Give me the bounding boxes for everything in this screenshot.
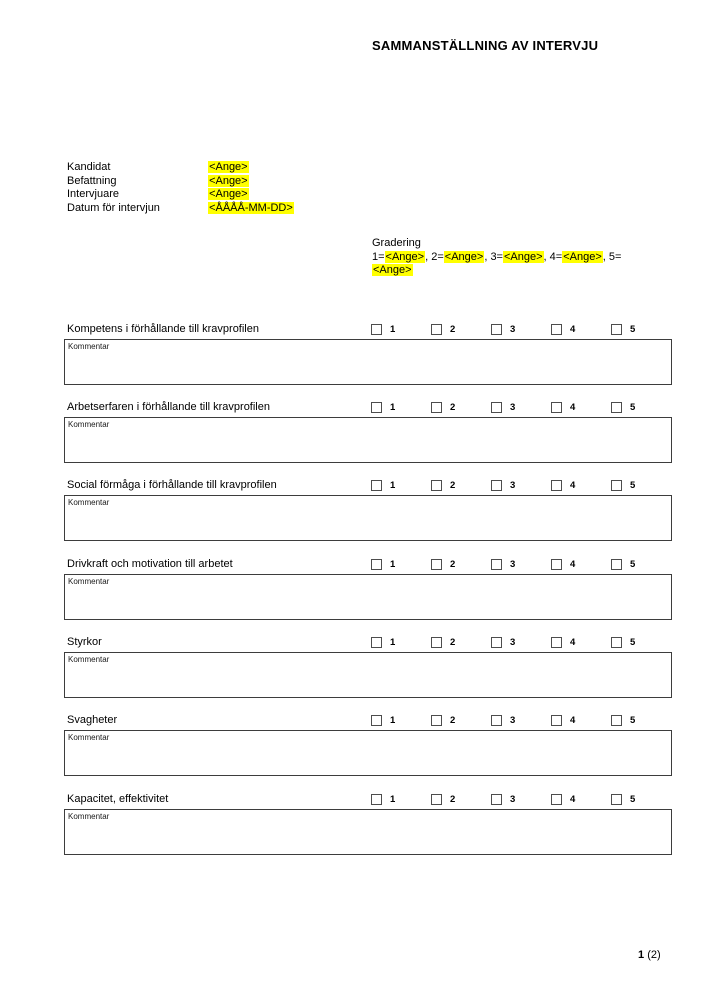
document-title: SAMMANSTÄLLNING AV INTERVJU <box>372 38 599 53</box>
rating-option <box>431 636 455 649</box>
info-row <box>67 188 294 202</box>
rating-checkbox[interactable] <box>431 559 442 570</box>
question-row <box>0 714 707 776</box>
grading-heading: Gradering <box>372 237 421 249</box>
comment-label: Kommentar <box>68 577 110 586</box>
rating-checkbox[interactable] <box>551 637 562 648</box>
grading-scale-separator: , <box>484 250 491 263</box>
grading-scale-separator: , <box>602 250 609 263</box>
rating-checkbox[interactable] <box>491 715 502 726</box>
rating-number: 4 <box>570 715 576 726</box>
grading-scale-separator: , <box>425 250 432 263</box>
rating-checkbox[interactable] <box>371 559 382 570</box>
comment-box[interactable] <box>64 574 672 620</box>
rating-option <box>491 714 515 727</box>
info-label: Kandidat <box>67 161 111 173</box>
rating-number: 5 <box>630 794 636 805</box>
rating-option <box>611 558 635 571</box>
rating-option <box>611 479 635 492</box>
rating-number: 4 <box>570 324 576 335</box>
question-label: Social förmåga i förhållande till kravprofilen <box>67 479 277 491</box>
question-label: Svagheter <box>67 714 118 726</box>
info-value-placeholder[interactable]: <ÅÅÅÅ-MM-DD> <box>209 201 293 214</box>
grading-value-placeholder[interactable]: <Ange> <box>373 264 412 276</box>
rating-option <box>551 401 575 414</box>
rating-checkbox[interactable] <box>371 480 382 491</box>
grading-scale-prefix: 3= <box>490 250 503 263</box>
question-row <box>0 323 707 385</box>
grading-scale-prefix: 2= <box>431 250 444 263</box>
comment-box[interactable] <box>64 339 672 385</box>
comment-box[interactable] <box>64 730 672 776</box>
rating-option <box>551 479 575 492</box>
question-label: Kompetens i förhållande till kravprofilen <box>67 323 259 335</box>
question-label: Styrkor <box>67 636 102 648</box>
grading-scale-prefix: 5= <box>608 250 622 263</box>
rating-number: 2 <box>450 637 456 648</box>
comment-label: Kommentar <box>68 498 110 507</box>
rating-checkbox[interactable] <box>371 402 382 413</box>
rating-checkbox[interactable] <box>491 794 502 805</box>
rating-number: 4 <box>570 637 576 648</box>
rating-number: 2 <box>450 715 456 726</box>
rating-number: 5 <box>630 324 636 335</box>
grading-scale-text <box>372 251 664 278</box>
rating-checkbox[interactable] <box>431 794 442 805</box>
rating-checkbox[interactable] <box>431 480 442 491</box>
info-label: Intervjuare <box>67 188 119 200</box>
rating-option <box>431 714 455 727</box>
rating-option <box>611 636 635 649</box>
rating-checkbox[interactable] <box>611 715 622 726</box>
question-row <box>0 401 707 463</box>
rating-number: 1 <box>390 480 396 491</box>
rating-number: 4 <box>570 559 576 570</box>
rating-option <box>611 401 635 414</box>
rating-checkbox[interactable] <box>491 324 502 335</box>
rating-option <box>491 479 515 492</box>
rating-number: 1 <box>390 637 396 648</box>
question-label: Kapacitet, effektivitet <box>67 793 169 805</box>
info-value-placeholder[interactable]: <Ange> <box>209 161 248 173</box>
rating-number: 3 <box>510 794 516 805</box>
comment-label: Kommentar <box>68 342 110 351</box>
rating-option <box>371 558 395 571</box>
rating-checkbox[interactable] <box>551 324 562 335</box>
comment-label: Kommentar <box>68 420 110 429</box>
rating-checkbox[interactable] <box>551 480 562 491</box>
rating-number: 4 <box>570 480 576 491</box>
rating-checkbox[interactable] <box>611 324 622 335</box>
rating-option <box>371 793 395 806</box>
rating-number: 3 <box>510 559 516 570</box>
rating-checkbox[interactable] <box>611 794 622 805</box>
info-row <box>67 202 294 216</box>
grading-scale-prefix: 1= <box>372 250 385 263</box>
rating-number: 1 <box>390 559 396 570</box>
rating-number: 4 <box>570 402 576 413</box>
rating-option <box>611 793 635 806</box>
rating-option <box>431 558 455 571</box>
info-value-placeholder[interactable]: <Ange> <box>209 188 248 200</box>
rating-option <box>491 323 515 336</box>
rating-option <box>551 558 575 571</box>
rating-number: 2 <box>450 559 456 570</box>
rating-number: 2 <box>450 324 456 335</box>
page-number <box>638 949 661 961</box>
rating-number: 1 <box>390 402 396 413</box>
question-row <box>0 479 707 541</box>
comment-box[interactable] <box>64 809 672 855</box>
rating-option <box>491 401 515 414</box>
rating-option <box>611 323 635 336</box>
page-number-current: 1 <box>638 949 645 961</box>
rating-checkbox[interactable] <box>491 480 502 491</box>
rating-checkbox[interactable] <box>611 559 622 570</box>
grading-legend <box>372 237 664 278</box>
comment-box[interactable] <box>64 652 672 698</box>
rating-checkbox[interactable] <box>491 559 502 570</box>
rating-number: 2 <box>450 480 456 491</box>
question-label: Drivkraft och motivation till arbetet <box>67 558 233 570</box>
rating-option <box>371 714 395 727</box>
rating-number: 3 <box>510 480 516 491</box>
rating-number: 5 <box>630 715 636 726</box>
rating-checkbox[interactable] <box>551 715 562 726</box>
rating-option <box>551 636 575 649</box>
info-label: Datum för intervjun <box>67 201 160 214</box>
rating-checkbox[interactable] <box>491 402 502 413</box>
rating-option <box>371 401 395 414</box>
grading-value-placeholder[interactable]: <Ange> <box>563 250 602 263</box>
rating-number: 3 <box>510 637 516 648</box>
rating-number: 1 <box>390 715 396 726</box>
rating-option <box>551 323 575 336</box>
question-row <box>0 793 707 855</box>
info-label: Befattning <box>67 174 117 187</box>
rating-option <box>371 323 395 336</box>
rating-number: 3 <box>510 324 516 335</box>
rating-checkbox[interactable] <box>431 715 442 726</box>
question-row <box>0 558 707 620</box>
rating-checkbox[interactable] <box>371 794 382 805</box>
rating-number: 5 <box>630 559 636 570</box>
rating-checkbox[interactable] <box>371 715 382 726</box>
rating-number: 1 <box>390 794 396 805</box>
grading-scale-separator: , <box>543 250 550 263</box>
rating-checkbox[interactable] <box>491 637 502 648</box>
comment-box[interactable] <box>64 495 672 541</box>
grading-value-placeholder[interactable]: <Ange> <box>385 250 425 263</box>
rating-checkbox[interactable] <box>551 402 562 413</box>
rating-option <box>431 793 455 806</box>
comment-label: Kommentar <box>68 812 110 821</box>
rating-option <box>431 401 455 414</box>
rating-checkbox[interactable] <box>431 637 442 648</box>
rating-option <box>491 793 515 806</box>
rating-checkbox[interactable] <box>611 402 622 413</box>
rating-option <box>371 479 395 492</box>
rating-checkbox[interactable] <box>611 480 622 491</box>
rating-option <box>551 714 575 727</box>
rating-checkbox[interactable] <box>371 324 382 335</box>
rating-number: 3 <box>510 715 516 726</box>
rating-checkbox[interactable] <box>431 324 442 335</box>
rating-checkbox[interactable] <box>551 794 562 805</box>
rating-number: 3 <box>510 402 516 413</box>
page-number-total: (2) <box>647 949 661 961</box>
rating-number: 1 <box>390 324 396 335</box>
question-label: Arbetserfaren i förhållande till kravprofilen <box>67 401 270 413</box>
rating-checkbox[interactable] <box>431 402 442 413</box>
comment-box[interactable] <box>64 417 672 463</box>
comment-label: Kommentar <box>68 733 110 742</box>
rating-option <box>611 714 635 727</box>
candidate-info-block <box>67 161 294 215</box>
rating-number: 4 <box>570 794 576 805</box>
rating-number: 5 <box>630 402 636 413</box>
info-row <box>67 161 294 175</box>
info-row <box>67 175 294 189</box>
grading-scale-prefix: 4= <box>549 250 563 263</box>
rating-checkbox[interactable] <box>551 559 562 570</box>
comment-label: Kommentar <box>68 655 110 664</box>
grading-value-placeholder[interactable]: <Ange> <box>444 250 484 263</box>
rating-checkbox[interactable] <box>371 637 382 648</box>
rating-checkbox[interactable] <box>611 637 622 648</box>
rating-option <box>431 323 455 336</box>
rating-option <box>551 793 575 806</box>
rating-option <box>371 636 395 649</box>
info-value-placeholder[interactable]: <Ange> <box>209 174 248 187</box>
rating-number: 2 <box>450 402 456 413</box>
grading-value-placeholder[interactable]: <Ange> <box>503 250 543 263</box>
rating-number: 5 <box>630 637 636 648</box>
rating-number: 2 <box>450 794 456 805</box>
question-row <box>0 636 707 698</box>
rating-option <box>491 558 515 571</box>
rating-option <box>431 479 455 492</box>
rating-option <box>491 636 515 649</box>
rating-number: 5 <box>630 480 636 491</box>
